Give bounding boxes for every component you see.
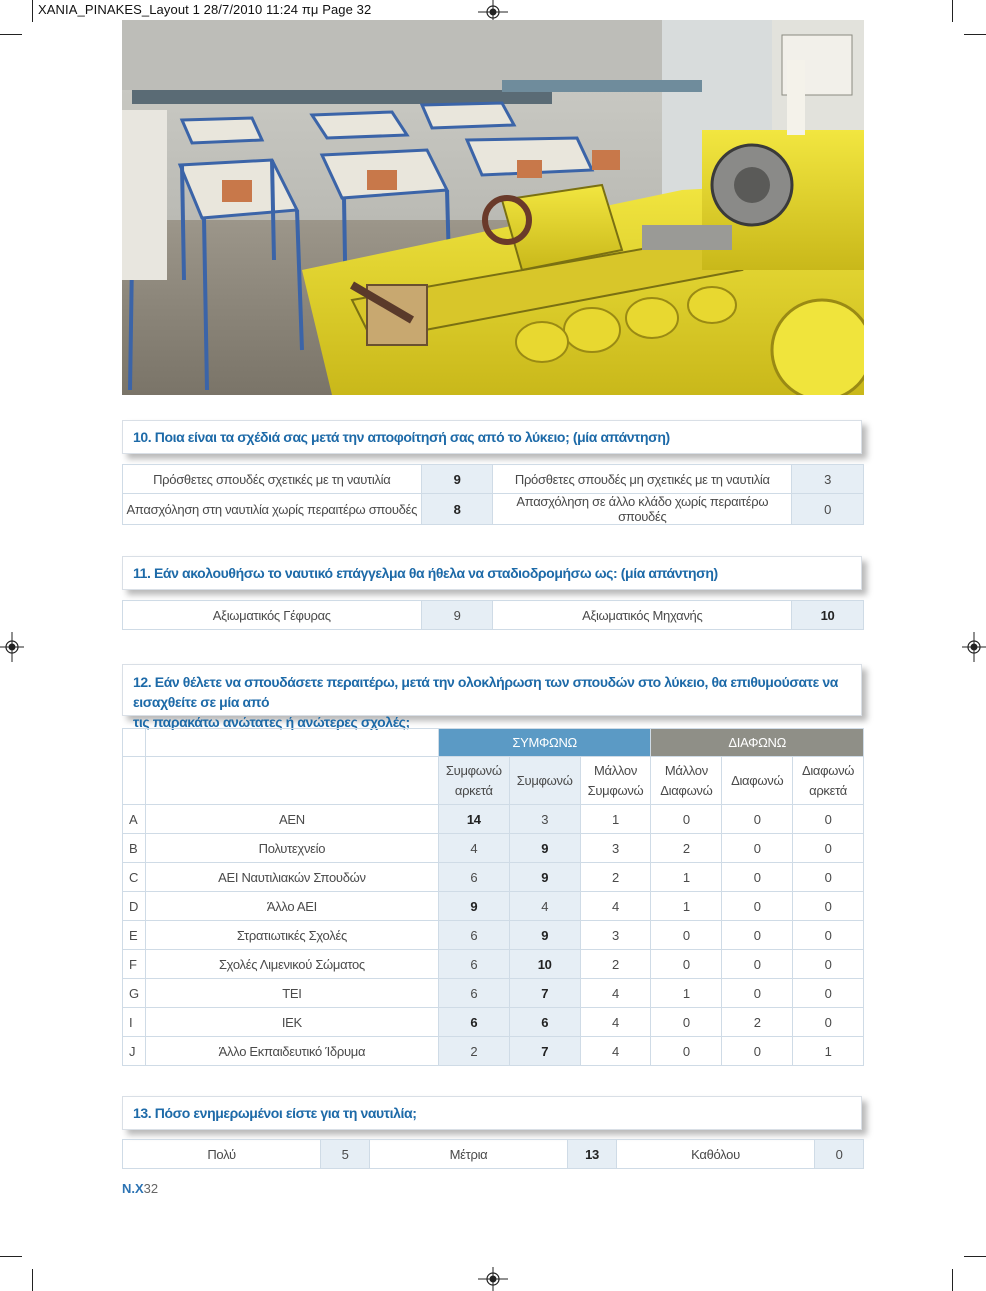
row-label: Άλλο Εκπαιδευτικό Ίδρυμα — [145, 1037, 438, 1066]
question-12-text-line1: 12. Εάν θέλετε να σπουδάσετε περαιτέρω, μετά την ολοκλήρωση των σπουδών στο λύκειο, θα επιθυμούσατε να εισαχθείτε σε μία από — [133, 674, 838, 710]
q11-option-value: 9 — [421, 601, 493, 630]
crop-mark — [952, 0, 953, 22]
crop-mark — [32, 1269, 33, 1291]
column-header-line: Διαφωνώ — [660, 782, 713, 798]
row-value: 7 — [509, 979, 580, 1008]
row-value: 4 — [438, 834, 509, 863]
crop-mark — [0, 1256, 22, 1257]
q13-option-value: 13 — [568, 1140, 617, 1169]
column-header — [438, 757, 509, 805]
registration-mark-icon — [962, 632, 986, 662]
row-value: 4 — [580, 1037, 651, 1066]
q10-option-value: 0 — [792, 494, 864, 525]
page-footer — [122, 1181, 158, 1196]
row-value: 7 — [509, 1037, 580, 1066]
q13-option-value: 0 — [815, 1140, 864, 1169]
row-value: 4 — [580, 1008, 651, 1037]
question-10-text: 10. Ποια είναι τα σχέδιά σας μετά την αποφοίτησή σας από το λύκειο; (μία απάντηση) — [133, 429, 670, 445]
print-slug: XANIA_PINAKES_Layout 1 28/7/2010 11:24 πμ Page 32 — [38, 2, 372, 17]
workshop-photo — [122, 20, 864, 395]
column-header-line: Μάλλον — [664, 762, 708, 778]
row-code: B — [123, 834, 146, 863]
table-row — [123, 950, 864, 979]
row-value: 0 — [651, 950, 722, 979]
registration-mark-icon — [478, 1267, 508, 1291]
column-header-line: Συμφωνώ — [587, 782, 644, 798]
question-11-text: 11. Εάν ακολουθήσω το ναυτικό επάγγελμα θα ήθελα να σταδιοδρομήσω ως: (μία απάντηση) — [133, 565, 718, 581]
row-value: 10 — [509, 950, 580, 979]
table-row — [123, 1037, 864, 1066]
row-code: J — [123, 1037, 146, 1066]
row-value: 9 — [509, 834, 580, 863]
question-11-table — [122, 600, 864, 630]
row-value: 6 — [438, 921, 509, 950]
question-12-rows — [123, 805, 864, 1066]
row-label: ΑΕΙ Ναυτιλιακών Σπουδών — [145, 863, 438, 892]
row-value: 3 — [580, 921, 651, 950]
row-value: 2 — [722, 1008, 793, 1037]
row-value: 0 — [793, 892, 864, 921]
registration-mark-icon — [0, 632, 24, 662]
q10-option-label: Πρόσθετες σπουδές μη σχετικές με τη ναυτιλία — [493, 465, 792, 494]
column-header-line: Διαφωνώ — [801, 762, 855, 778]
row-value: 0 — [793, 950, 864, 979]
row-value: 0 — [793, 805, 864, 834]
table-row — [123, 1008, 864, 1037]
row-value: 1 — [651, 979, 722, 1008]
row-label: Άλλο ΑΕΙ — [145, 892, 438, 921]
table-row — [123, 863, 864, 892]
question-12-table — [122, 728, 864, 1066]
row-code: I — [123, 1008, 146, 1037]
column-header-line: αρκετά — [454, 782, 493, 798]
q10-option-label: Πρόσθετες σπουδές σχετικές με τη ναυτιλία — [123, 465, 422, 494]
q11-option-label: Αξιωματικός Μηχανής — [493, 601, 792, 630]
question-12-text-line2: τις παρακάτω ανώτατες ή ανώτερες σχολές; — [133, 714, 410, 730]
row-code: E — [123, 921, 146, 950]
q10-option-value: 8 — [421, 494, 493, 525]
row-value: 3 — [509, 805, 580, 834]
row-value: 1 — [651, 892, 722, 921]
row-value: 0 — [651, 1037, 722, 1066]
page-number: 32 — [143, 1181, 159, 1196]
row-value: 0 — [651, 921, 722, 950]
column-header — [651, 757, 722, 805]
question-11-title — [122, 556, 862, 590]
row-code: D — [123, 892, 146, 921]
crop-mark — [964, 1256, 986, 1257]
row-value: 6 — [438, 979, 509, 1008]
row-label: Στρατιωτικές Σχολές — [145, 921, 438, 950]
row-value: 0 — [722, 950, 793, 979]
row-value: 0 — [722, 863, 793, 892]
row-value: 0 — [722, 921, 793, 950]
row-value: 2 — [580, 863, 651, 892]
q13-option-label: Καθόλου — [616, 1140, 814, 1169]
q10-option-label: Απασχόληση σε άλλο κλάδο χωρίς περαιτέρω σπουδές — [493, 494, 792, 525]
row-value: 0 — [793, 921, 864, 950]
q10-option-label: Απασχόληση στη ναυτιλία χωρίς περαιτέρω σπουδές — [123, 494, 422, 525]
row-value: 0 — [651, 805, 722, 834]
crop-mark — [0, 34, 22, 35]
table-row — [123, 834, 864, 863]
row-value: 6 — [438, 1008, 509, 1037]
table-row — [123, 921, 864, 950]
row-value: 6 — [438, 863, 509, 892]
row-value: 2 — [580, 950, 651, 979]
question-10-title — [122, 420, 862, 454]
row-value: 4 — [580, 892, 651, 921]
header-empty-cell — [145, 729, 438, 757]
q11-option-value: 10 — [792, 601, 864, 630]
row-value: 6 — [438, 950, 509, 979]
table-row — [123, 892, 864, 921]
crop-mark — [952, 1269, 953, 1291]
question-13-text: 13. Πόσο ενημερωμένοι είστε για τη ναυτιλία; — [133, 1105, 417, 1121]
row-value: 0 — [722, 1037, 793, 1066]
question-10-table — [122, 464, 864, 525]
row-code: A — [123, 805, 146, 834]
row-value: 0 — [651, 1008, 722, 1037]
column-header: Συμφωνώ — [509, 757, 580, 805]
row-code: F — [123, 950, 146, 979]
row-value: 0 — [722, 805, 793, 834]
row-label: Σχολές Λιμενικού Σώματος — [145, 950, 438, 979]
row-value: 14 — [438, 805, 509, 834]
row-value: 4 — [509, 892, 580, 921]
row-label: ΙΕΚ — [145, 1008, 438, 1037]
row-value: 0 — [793, 979, 864, 1008]
row-label: Πολυτεχνείο — [145, 834, 438, 863]
header-empty-cell — [123, 729, 146, 757]
column-header — [580, 757, 651, 805]
agree-group-header: ΣΥΜΦΩΝΩ — [438, 729, 651, 757]
column-header-line: αρκετά — [809, 782, 847, 798]
table-row — [123, 805, 864, 834]
crop-mark — [964, 34, 986, 35]
row-value: 4 — [580, 979, 651, 1008]
q10-option-value: 9 — [421, 465, 493, 494]
row-value: 0 — [793, 1008, 864, 1037]
column-header-line: Μάλλον — [593, 762, 638, 778]
row-value: 2 — [438, 1037, 509, 1066]
row-value: 0 — [722, 892, 793, 921]
row-code: C — [123, 863, 146, 892]
header-empty-cell — [145, 757, 438, 805]
q13-option-label: Μέτρια — [369, 1140, 567, 1169]
row-label: ΑΕΝ — [145, 805, 438, 834]
table-row — [123, 979, 864, 1008]
q10-option-value: 3 — [792, 465, 864, 494]
row-value: 0 — [722, 979, 793, 1008]
column-header-line: Συμφωνώ — [445, 762, 502, 778]
disagree-group-header: ΔΙΑΦΩΝΩ — [651, 729, 864, 757]
row-value: 1 — [651, 863, 722, 892]
row-value: 1 — [793, 1037, 864, 1066]
crop-mark — [32, 0, 33, 22]
row-value: 9 — [438, 892, 509, 921]
row-value: 9 — [509, 863, 580, 892]
header-empty-cell — [123, 757, 146, 805]
row-value: 0 — [793, 863, 864, 892]
question-12-title — [122, 664, 862, 730]
column-header: Διαφωνώ — [722, 757, 793, 805]
row-value: 6 — [509, 1008, 580, 1037]
row-value: 1 — [580, 805, 651, 834]
row-label: ΤΕΙ — [145, 979, 438, 1008]
row-code: G — [123, 979, 146, 1008]
q13-option-value: 5 — [321, 1140, 370, 1169]
row-value: 2 — [651, 834, 722, 863]
row-value: 0 — [722, 834, 793, 863]
row-value: 0 — [793, 834, 864, 863]
row-value: 3 — [580, 834, 651, 863]
q11-option-label: Αξιωματικός Γέφυρας — [123, 601, 422, 630]
footer-brand: Ν.Χ — [122, 1181, 144, 1196]
question-13-table — [122, 1139, 864, 1169]
row-value: 9 — [509, 921, 580, 950]
q13-option-label: Πολύ — [123, 1140, 321, 1169]
question-13-title — [122, 1096, 862, 1130]
column-header — [793, 757, 864, 805]
